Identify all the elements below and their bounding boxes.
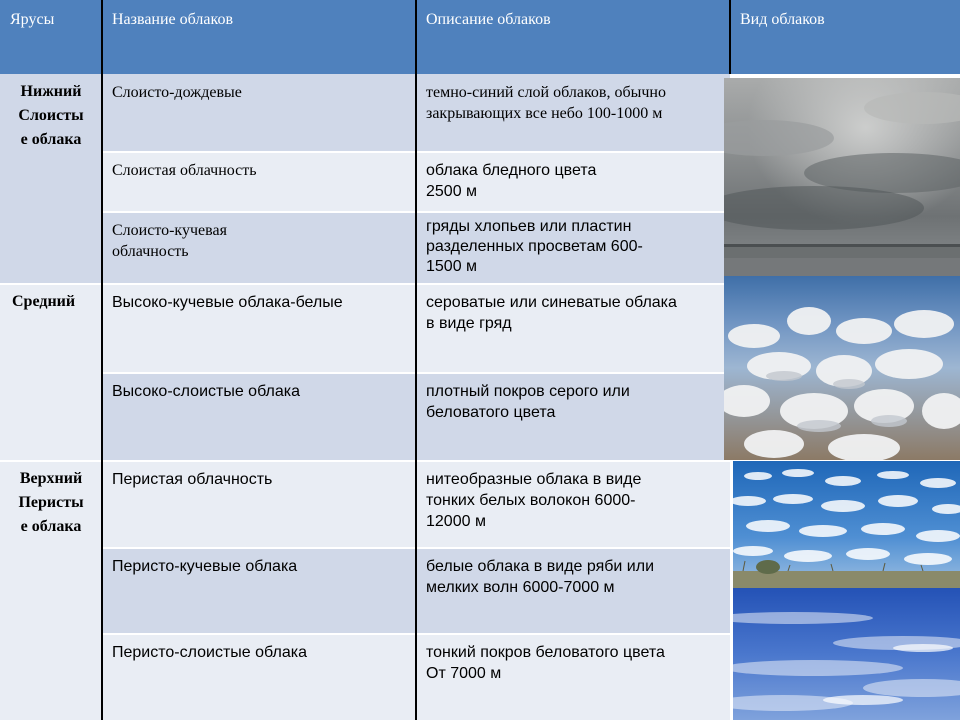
cloud-description — [416, 548, 730, 634]
tier-lower — [0, 74, 102, 284]
cloud-description-line: беловатого цвета — [426, 404, 556, 421]
cloud-name-line: облачность — [112, 243, 189, 260]
tier-lower-line: Слоисты — [18, 107, 84, 124]
cloud-description-line: сероватые или синеватые облака — [426, 294, 677, 311]
middle-clouds-photo — [724, 276, 960, 460]
cloud-name-line: Перистая облачность — [112, 471, 273, 488]
cloud-description-line: белые облака в виде ряби или — [426, 558, 655, 575]
cloud-description — [416, 373, 730, 461]
cirrocumulus-photo — [733, 461, 960, 588]
column-divider — [415, 0, 417, 720]
cloud-name — [102, 284, 416, 373]
cloud-description — [416, 461, 730, 548]
header-tiers: Ярусы — [0, 0, 102, 74]
cloud-description-line: От 7000 м — [426, 665, 502, 682]
cloud-description-line: мелких волн 6000-7000 м — [426, 579, 615, 596]
cloud-description-line: нитеобразные облака в виде — [426, 471, 642, 488]
cloud-name — [102, 152, 416, 212]
tier-middle — [0, 284, 102, 461]
cloud-description-line: закрывающих все небо 100-1000 м — [426, 105, 663, 122]
cloud-name — [102, 634, 416, 720]
row-separator — [0, 460, 730, 462]
cloud-description-line: тонкий покров беловатого цвета — [426, 644, 665, 661]
tier-middle-line: Средний — [12, 293, 76, 310]
header-description: Описание облаков — [416, 0, 730, 74]
tier-upper-line: е облака — [20, 518, 82, 535]
header-view: Вид облаков — [730, 0, 960, 74]
tier-upper-line: Перисты — [18, 494, 84, 511]
column-divider — [101, 0, 103, 720]
cloud-name-line: Высоко-слоистые облака — [112, 383, 301, 400]
cloud-description — [416, 634, 730, 720]
row-separator — [0, 283, 730, 285]
column-divider — [729, 0, 731, 74]
cloud-description — [416, 212, 730, 284]
cloud-name-line: Слоисто-дождевые — [112, 84, 242, 101]
cloud-description — [416, 74, 730, 152]
cloud-name-line: Слоистая облачность — [112, 162, 257, 179]
cloud-name — [102, 548, 416, 634]
cloud-description-line: 1500 м — [426, 258, 478, 275]
cloud-description-line: темно-синий слой облаков, обычно — [426, 84, 666, 101]
cloud-name — [102, 461, 416, 548]
cloud-description-line: разделенных просветам 600- — [426, 238, 643, 255]
cirrostratus-photo — [733, 588, 960, 720]
cloud-description-line: гряды хлопьев или пластин — [426, 218, 632, 235]
cloud-description-line: в виде гряд — [426, 315, 512, 332]
cloud-name-line: Перисто-слоистые облака — [112, 644, 307, 661]
tier-lower-line: е облака — [20, 131, 82, 148]
cloud-name — [102, 373, 416, 461]
tier-upper-line: Верхний — [19, 470, 83, 487]
cloud-name-line: Перисто-кучевые облака — [112, 558, 298, 575]
tier-lower-line: Нижний — [20, 83, 82, 100]
cloud-name-line: Слоисто-кучевая — [112, 222, 227, 239]
cloud-description-line: тонких белых волокон 6000- — [426, 492, 636, 509]
cloud-description-line: облака бледного цвета — [426, 162, 597, 179]
cloud-description-line: 12000 м — [426, 513, 486, 530]
header-name: Название облаков — [102, 0, 416, 74]
cloud-name — [102, 74, 416, 152]
cloud-description-line: плотный покров серого или — [426, 383, 630, 400]
cloud-description — [416, 284, 730, 373]
tier-upper — [0, 461, 102, 720]
cloud-name-line: Высоко-кучевые облака-белые — [112, 294, 343, 311]
lower-clouds-photo — [724, 78, 960, 276]
cloud-description — [416, 152, 730, 212]
cloud-description-line: 2500 м — [426, 183, 478, 200]
cloud-name — [102, 212, 416, 284]
